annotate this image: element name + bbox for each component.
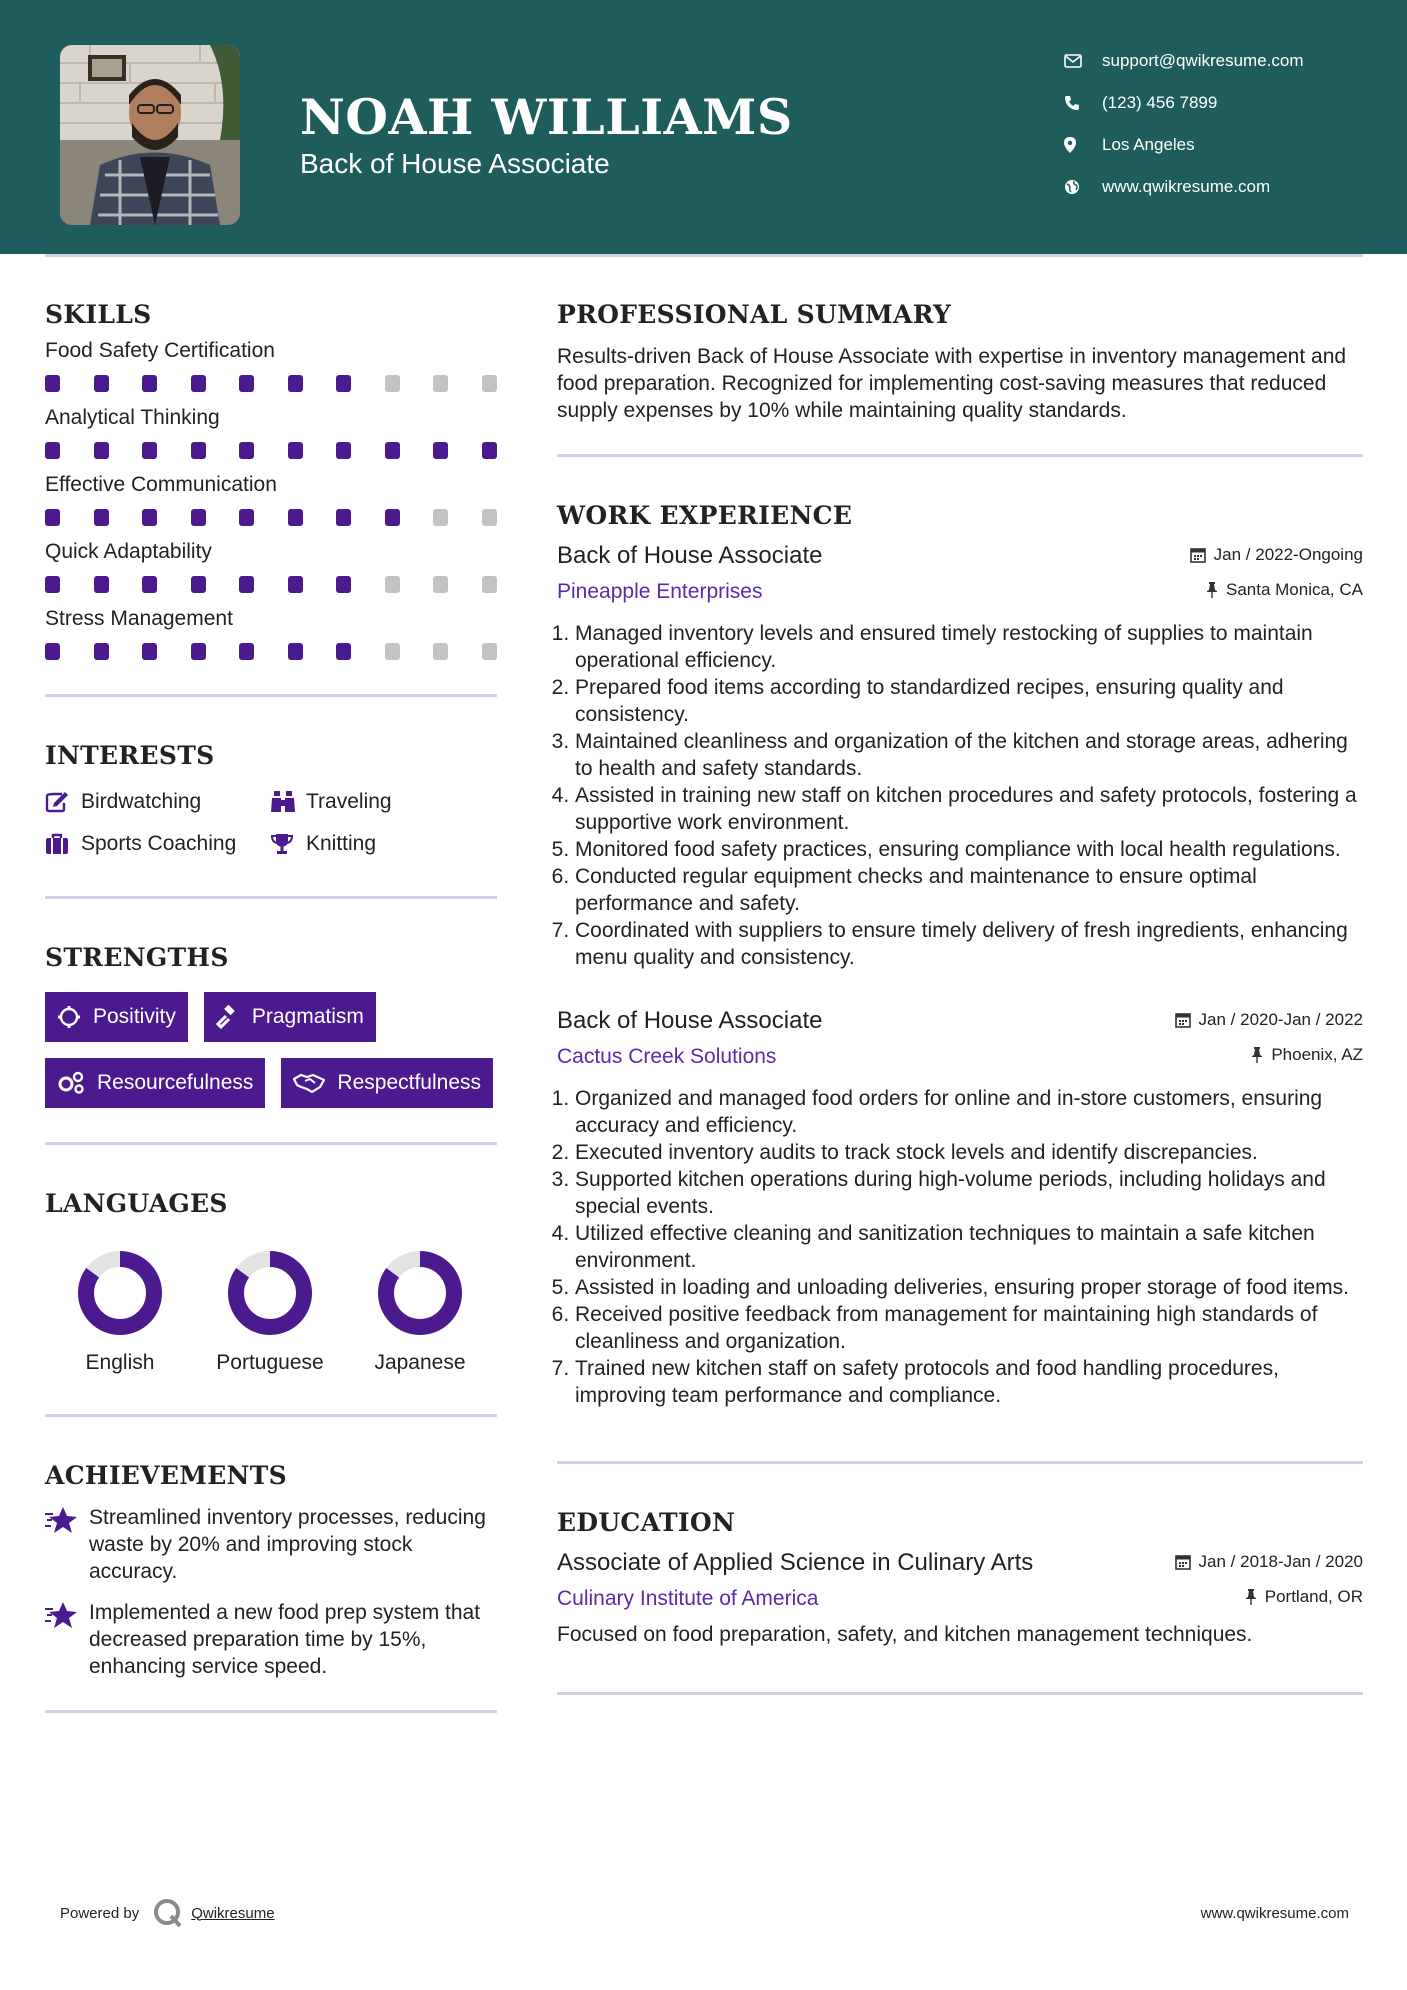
gear-icon: [57, 1005, 81, 1029]
rating-dot: [191, 509, 206, 526]
rating-dot: [142, 375, 157, 392]
language-name: English: [85, 1351, 155, 1374]
interests-list: [45, 790, 497, 856]
rating-dot: [94, 576, 109, 593]
experience-section: [557, 501, 1363, 1464]
language-item: [45, 1250, 195, 1376]
briefcase-icon: [45, 833, 81, 855]
bullet-item: 1. Organized and managed food orders for online and in-store customers, ensuring accuracy and efficiency.: [575, 1085, 1363, 1139]
language-name: Japanese: [374, 1351, 466, 1374]
rating-dot: [433, 375, 448, 392]
interests-title: INTERESTS: [45, 741, 215, 770]
language-proficiency-ring: [227, 1250, 313, 1336]
achievements-section: [45, 1461, 497, 1713]
languages-list: [45, 1250, 497, 1376]
skill-name: Stress Management: [45, 607, 233, 630]
strength-chip: Resourcefulness: [45, 1058, 265, 1108]
rating-dot: [45, 576, 60, 593]
strength-chip: Positivity: [45, 992, 188, 1042]
language-proficiency-ring: [77, 1250, 163, 1336]
calendar-icon: [1175, 1554, 1191, 1570]
rating-dot: [94, 643, 109, 660]
skill-name: Analytical Thinking: [45, 406, 220, 429]
section-divider: [45, 1142, 497, 1145]
bullet-item: 4. Utilized effective cleaning and sanitization techniques to maintain a safe kitchen environment.: [575, 1220, 1363, 1274]
rating-dot: [336, 509, 351, 526]
skills-section: [45, 300, 497, 697]
header-divider: [45, 254, 1363, 257]
rating-dot: [94, 442, 109, 459]
bullet-item: 1. Managed inventory levels and ensured timely restocking of supplies to maintain operational efficiency.: [575, 620, 1363, 674]
skill-name: Food Safety Certification: [45, 339, 275, 362]
rating-dot: [385, 576, 400, 593]
skill-rating: [45, 509, 497, 526]
interest-item: Knitting: [270, 832, 495, 856]
rating-dot: [288, 442, 303, 459]
skill-rating: [45, 442, 497, 459]
strengths-title: STRENGTHS: [45, 943, 229, 972]
skill-item: [45, 406, 497, 459]
bullet-item: 3. Supported kitchen operations during high-volume periods, including holidays and special events.: [575, 1166, 1363, 1220]
strengths-list: [45, 992, 497, 1108]
rating-dot: [433, 576, 448, 593]
bullet-item: 5. Assisted in loading and unloading deliveries, ensuring proper storage of food items.: [575, 1274, 1363, 1301]
rating-dot: [191, 643, 206, 660]
skill-rating: [45, 643, 497, 660]
experience-title: WORK EXPERIENCE: [557, 501, 853, 530]
rating-dot: [142, 576, 157, 593]
language-item: [195, 1250, 345, 1376]
phone-icon: [1064, 95, 1102, 111]
rating-dot: [385, 375, 400, 392]
job-bullets: [557, 620, 1363, 971]
contact-website[interactable]: www.qwikresume.com: [1064, 166, 1394, 208]
rating-dot: [288, 509, 303, 526]
interest-item: Sports Coaching: [45, 832, 270, 856]
binoculars-icon: [270, 791, 306, 813]
interest-item: Birdwatching: [45, 790, 270, 814]
rating-dot: [94, 375, 109, 392]
rating-dot: [191, 375, 206, 392]
rating-dot: [288, 375, 303, 392]
language-name: Portuguese: [216, 1351, 324, 1374]
job-title: Back of House Associate: [557, 1007, 823, 1034]
language-proficiency-ring: [377, 1250, 463, 1336]
interests-section: [45, 741, 497, 899]
rating-dot: [191, 576, 206, 593]
edit-icon: [45, 791, 81, 813]
bullet-item: 2. Executed inventory audits to track stock levels and identify discrepancies.: [575, 1139, 1363, 1166]
rating-dot: [336, 375, 351, 392]
calendar-icon: [1190, 547, 1206, 563]
handshake-icon: [293, 1071, 325, 1095]
rating-dot: [336, 643, 351, 660]
education-title: EDUCATION: [557, 1508, 736, 1537]
rating-dot: [288, 643, 303, 660]
summary-text: Results-driven Back of House Associate with expertise in inventory management and food preparation. Recognized for implementing cost-saving measures that reduced supply expenses by 10% while maintaining quality standards.: [557, 345, 1347, 422]
languages-section: [45, 1189, 497, 1417]
degree-title: Associate of Applied Science in Culinary Arts: [557, 1549, 1034, 1576]
rating-dot: [239, 643, 254, 660]
rating-dot: [239, 576, 254, 593]
strength-chip: Respectfulness: [281, 1058, 493, 1108]
calendar-icon: [1175, 1012, 1191, 1028]
skill-name: Quick Adaptability: [45, 540, 212, 563]
achievements-title: ACHIEVEMENTS: [45, 1461, 287, 1490]
rating-dot: [142, 442, 157, 459]
skill-name: Effective Communication: [45, 473, 277, 496]
rating-dot: [482, 643, 497, 660]
summary-title: PROFESSIONAL SUMMARY: [557, 300, 952, 329]
rating-dot: [385, 442, 400, 459]
contact-location: Los Angeles: [1064, 124, 1394, 166]
section-divider: [45, 694, 497, 697]
profile-photo: [60, 45, 240, 225]
candidate-role: Back of House Associate: [300, 148, 610, 179]
bullet-item: 4. Assisted in training new staff on kitchen procedures and safety protocols, fostering a supportive work environment.: [575, 782, 1363, 836]
skills-title: SKILLS: [45, 300, 152, 329]
contact-email[interactable]: support@qwikresume.com: [1064, 40, 1394, 82]
bullet-item: 3. Maintained cleanliness and organization of the kitchen and storage areas, adhering to health and safety standards.: [575, 728, 1363, 782]
footer-website-link[interactable]: www.qwikresume.com: [1200, 1905, 1349, 1922]
bullet-item: 5. Monitored food safety practices, ensuring compliance with local health regulations.: [575, 836, 1363, 863]
section-divider: [557, 1461, 1363, 1464]
skills-list: [45, 339, 497, 660]
skill-item: [45, 339, 497, 392]
rating-dot: [45, 375, 60, 392]
job-company: Cactus Creek Solutions: [557, 1045, 777, 1068]
rating-dot: [142, 643, 157, 660]
rating-dot: [288, 576, 303, 593]
rating-dot: [94, 509, 109, 526]
section-divider: [45, 1414, 497, 1417]
skill-item: [45, 607, 497, 660]
summary-section: [557, 300, 1363, 457]
candidate-name: NOAH WILLIAMS: [300, 88, 793, 146]
pin-icon: [1206, 582, 1218, 598]
footer-brand-link[interactable]: Qwikresume: [191, 1904, 275, 1922]
bullet-item: 2. Prepared food items according to standardized recipes, ensuring quality and consistency.: [575, 674, 1363, 728]
bullet-item: 7. Trained new kitchen staff on safety protocols and food handling procedures, improving team performance and compliance.: [575, 1355, 1363, 1409]
right-column: [557, 300, 1363, 1695]
skill-item: [45, 473, 497, 526]
rating-dot: [385, 643, 400, 660]
rating-dot: [482, 442, 497, 459]
left-column: [45, 300, 497, 1713]
achievement-item: Implemented a new food prep system that decreased preparation time by 15%, enhancing service speed.: [45, 1599, 497, 1680]
star-icon: [45, 1599, 89, 1680]
footer-powered-by: Powered by Qwikresume: [60, 1898, 275, 1928]
rating-dot: [45, 509, 60, 526]
envelope-icon: [1064, 54, 1102, 68]
languages-title: LANGUAGES: [45, 1189, 228, 1218]
rating-dot: [45, 442, 60, 459]
map-marker-icon: [1064, 137, 1102, 153]
qwikresume-logo-icon: [153, 1898, 183, 1928]
strengths-section: [45, 943, 497, 1145]
bullet-item: 6. Conducted regular equipment checks and maintenance to ensure optimal performance and safety.: [575, 863, 1363, 917]
pin-icon: [1251, 1047, 1263, 1063]
rating-dot: [433, 509, 448, 526]
section-divider: [45, 1710, 497, 1713]
job-location: Santa Monica, CA: [1206, 580, 1363, 600]
education-section: [557, 1508, 1363, 1695]
job-dates: Jan / 2020-Jan / 2022: [1175, 1010, 1363, 1030]
rating-dot: [336, 576, 351, 593]
cogs-icon: [57, 1071, 85, 1095]
education-dates: Jan / 2018-Jan / 2020: [1175, 1552, 1363, 1572]
rating-dot: [45, 643, 60, 660]
rating-dot: [482, 576, 497, 593]
resume-header: [0, 0, 1407, 254]
section-divider: [557, 454, 1363, 457]
achievement-item: Streamlined inventory processes, reducing waste by 20% and improving stock accuracy.: [45, 1504, 497, 1585]
section-divider: [45, 896, 497, 899]
star-icon: [45, 1504, 89, 1585]
rating-dot: [336, 442, 351, 459]
job-entry: [557, 542, 1363, 971]
rating-dot: [191, 442, 206, 459]
language-item: [345, 1250, 495, 1376]
pin-icon: [1245, 1589, 1257, 1605]
rating-dot: [142, 509, 157, 526]
trophy-icon: [270, 833, 306, 855]
contact-phone[interactable]: (123) 456 7899: [1064, 82, 1394, 124]
skill-rating: [45, 576, 497, 593]
rating-dot: [482, 375, 497, 392]
skill-rating: [45, 375, 497, 392]
section-divider: [557, 1692, 1363, 1695]
gavel-icon: [216, 1005, 240, 1029]
education-location: Portland, OR: [1245, 1587, 1363, 1607]
skill-item: [45, 540, 497, 593]
school-name: Culinary Institute of America: [557, 1587, 819, 1610]
rating-dot: [385, 509, 400, 526]
rating-dot: [239, 375, 254, 392]
interest-item: Traveling: [270, 790, 495, 814]
job-title: Back of House Associate: [557, 542, 823, 569]
rating-dot: [239, 442, 254, 459]
rating-dot: [433, 442, 448, 459]
job-dates: Jan / 2022-Ongoing: [1190, 545, 1363, 565]
rating-dot: [239, 509, 254, 526]
bullet-item: 6. Received positive feedback from management for maintaining high standards of cleanliness and organization.: [575, 1301, 1363, 1355]
job-bullets: [557, 1085, 1363, 1409]
education-description: Focused on food preparation, safety, and kitchen management techniques.: [557, 1623, 1253, 1646]
globe-icon: [1064, 179, 1102, 195]
contact-list: [1064, 40, 1394, 208]
job-location: Phoenix, AZ: [1251, 1045, 1363, 1065]
job-entry: [557, 1007, 1363, 1409]
rating-dot: [433, 643, 448, 660]
job-company: Pineapple Enterprises: [557, 580, 763, 603]
rating-dot: [482, 509, 497, 526]
strength-chip: Pragmatism: [204, 992, 376, 1042]
bullet-item: 7. Coordinated with suppliers to ensure timely delivery of fresh ingredients, enhancing menu quality and consistency.: [575, 917, 1363, 971]
